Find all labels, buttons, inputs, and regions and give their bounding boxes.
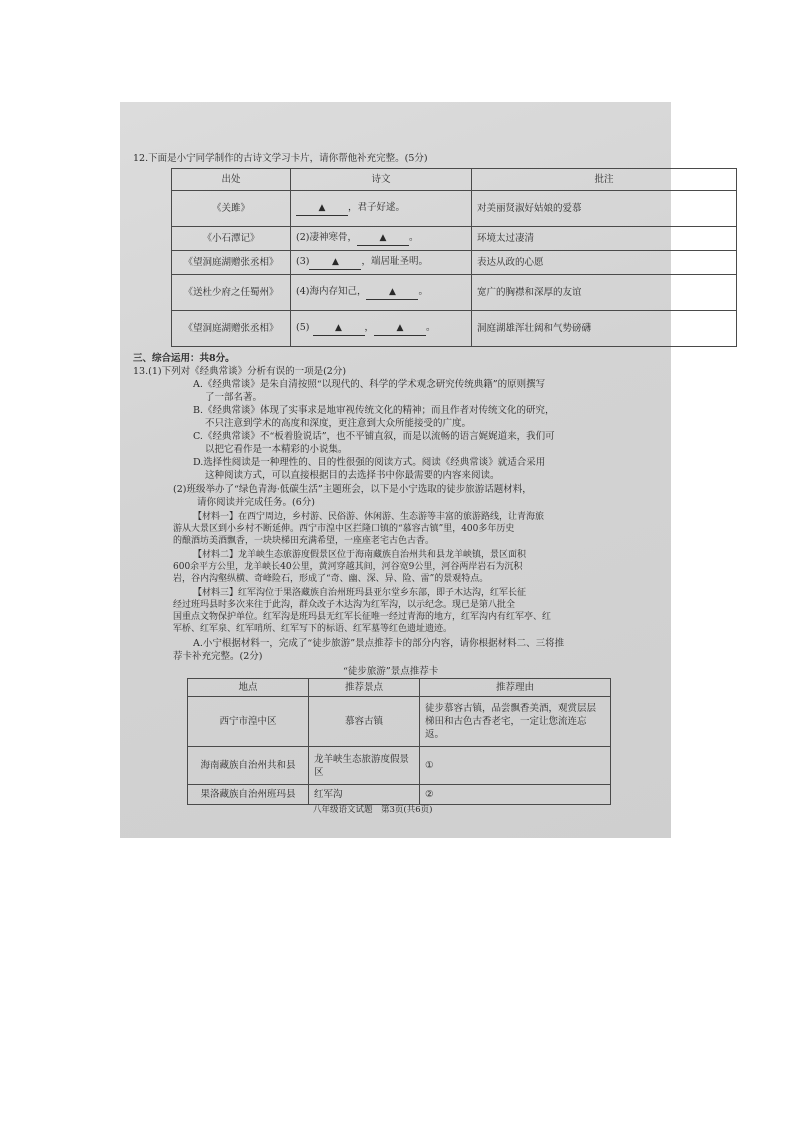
card-row1-reason: 徒步慕容古镇，品尝飘香美酒，观赏层层梯田和古色古香老宅，一定让您流连忘返。 [420,697,611,747]
option-b2: 不只注意到学术的高度和深度，更注意到大众所能接受的广度。 [205,418,472,429]
card-row3-place: 果洛藏族自治州班玛县 [188,785,309,805]
row1-note: 对美丽贤淑好姑娘的爱慕 [472,191,737,227]
part2-line2: 请你阅读并完成任务。(6分) [197,497,315,508]
material2-l1: 【材料二】龙羊峡生态旅游度假景区位于海南藏族自治州共和县龙羊峡镇，景区面积 [193,550,527,560]
row1-source: 《关雎》 [172,191,291,227]
row4-poem: (4)海内存知己， ▲ 。 [291,275,472,311]
row4-source: 《送杜少府之任蜀州》 [172,275,291,311]
material2-l2: 600余平方公里，龙羊峡长40公里，黄河穿越其间，河谷宽9公里，河谷两岸岩石为沉积 [173,562,523,572]
option-c1: C.《经典常谈》不“板着脸说话”，也不平铺直叙，而是以流畅的语言娓娓道来，我们可 [193,431,555,442]
section3-title: 三、综合运用：共8分。 [133,353,235,364]
triangle-icon: ▲ [389,287,396,297]
card-row3-spot: 红军沟 [309,785,420,805]
recommend-card [187,678,611,805]
row3-poem: (3) ▲ ，端居耻圣明。 [291,251,472,275]
triangle-icon: ▲ [318,203,326,213]
row2-note: 环境太过凄清 [472,227,737,251]
q12-title: 12.下面是小宁同学制作的古诗文学习卡片，请你帮他补充完整。(5分) [133,153,428,164]
option-d1: D.选择性阅读是一种理性的、目的性很强的阅读方式。阅读《经典常谈》就适合采用 [193,457,546,468]
material3-l4: 军桥、红军泉、红军哨所、红军写下的标语、红军墓等红色遗址遗迹。 [173,624,453,634]
triangle-icon: ▲ [379,233,387,243]
header-source: 出处 [172,169,291,191]
answer-blank[interactable] [296,201,348,216]
answer-blank[interactable] [309,255,361,270]
material3-l2: 经过班玛县时多次来往于此沟，群众改子木达沟为红军沟，以示纪念。现已是第八批全 [173,600,516,610]
triangle-icon: ▲ [332,257,339,267]
row4-note: 宽广的胸襟和深厚的友谊 [472,275,737,311]
page-footer: 八年级语文试题 第3页(共6页) [313,805,433,815]
triangle-icon: ▲ [396,323,404,333]
row5-poem: (5) ▲ ， ▲ 。 [291,311,472,347]
row3-note: 表达从政的心愿 [472,251,737,275]
answer-blank[interactable] [357,231,409,246]
header-note: 批注 [472,169,737,191]
card-header-place: 地点 [188,679,309,697]
option-a1: A.《经典常谈》是朱自清按照“以现代的、科学的学术观念研究传统典籍”的原则撰写 [193,379,546,390]
header-poem: 诗文 [291,169,472,191]
row5-source: 《望洞庭湖赠张丞相》 [172,311,291,347]
material1-l3: 的酿酒坊美酒飘香，一块块梯田充满希望，一座座老宅古色古香。 [173,536,435,546]
answer-blank[interactable] [366,285,418,300]
row5-note: 洞庭湖雄浑壮阔和气势磅礴 [472,311,737,347]
answer-blank[interactable] [374,321,426,336]
card-row2-place: 海南藏族自治州共和县 [188,747,309,785]
card-title: “徒步旅游”景点推荐卡 [343,666,439,677]
card-row2-reason[interactable]: ① [420,747,611,785]
option-d2: 这种阅读方式，可以直接根据目的去选择书中你最需要的内容来阅读。 [205,470,500,481]
row2-poem: (2)凄神寒骨， ▲ 。 [291,227,472,251]
row2-source: 《小石潭记》 [172,227,291,251]
row3-source: 《望洞庭湖赠张丞相》 [172,251,291,275]
material3-l3: 国重点文物保护单位。红军沟是班玛县无红军长征唯一经过青海的地方，红军沟内有红军亭、红 [173,612,552,622]
taskA-l2: 荐卡补充完整。(2分) [173,651,263,662]
row1-poem: ▲ ，君子好逑。 [291,191,472,227]
card-row1-spot: 慕容古镇 [309,697,420,747]
q13-intro: 13.(1)下列对《经典常谈》分析有误的一项是(2分) [133,366,347,377]
card-row1-place: 西宁市湟中区 [188,697,309,747]
option-a2: 了一部名著。 [205,392,263,403]
answer-blank[interactable] [313,321,365,336]
triangle-icon: ▲ [335,323,342,333]
taskA-l1: A.小宁根据材料一，完成了“徒步旅游”景点推荐卡的部分内容，请你根据材料二、三将推 [193,638,565,649]
card-header-spot: 推荐景点 [309,679,420,697]
option-c2: 以把它看作是一本精彩的小说集。 [205,444,348,455]
q12-table [171,168,737,347]
material2-l3: 岩，谷内沟壑纵横、奇峰险石，形成了“奇、幽、深、异、险、雷”的景观特点。 [173,574,489,584]
material1-l2: 游从大景区到小乡村不断延伸。西宁市湟中区拦隆口镇的“慕容古镇”里，400多年历史 [173,524,515,534]
card-header-reason: 推荐理由 [420,679,611,697]
card-row3-reason[interactable]: ② [420,785,611,805]
card-row2-spot: 龙羊峡生态旅游度假景区 [309,747,420,785]
material1-l1: 【材料一】在西宁周边，乡村游、民俗游、休闲游、生态游等丰富的旅游路线，让青海旅 [193,512,545,522]
material3-l1: 【材料三】红军沟位于果洛藏族自治州班玛县亚尔堂乡东部，即子木达沟，红军长征 [193,588,527,598]
part2-line1: (2)班级举办了“绿色青海·低碳生活”主题班会，以下是小宁选取的徒步旅游话题材料， [173,484,532,495]
option-b1: B.《经典常谈》体现了实事求是地审视传统文化的精神；而且作者对传统文化的研究， [193,405,555,416]
